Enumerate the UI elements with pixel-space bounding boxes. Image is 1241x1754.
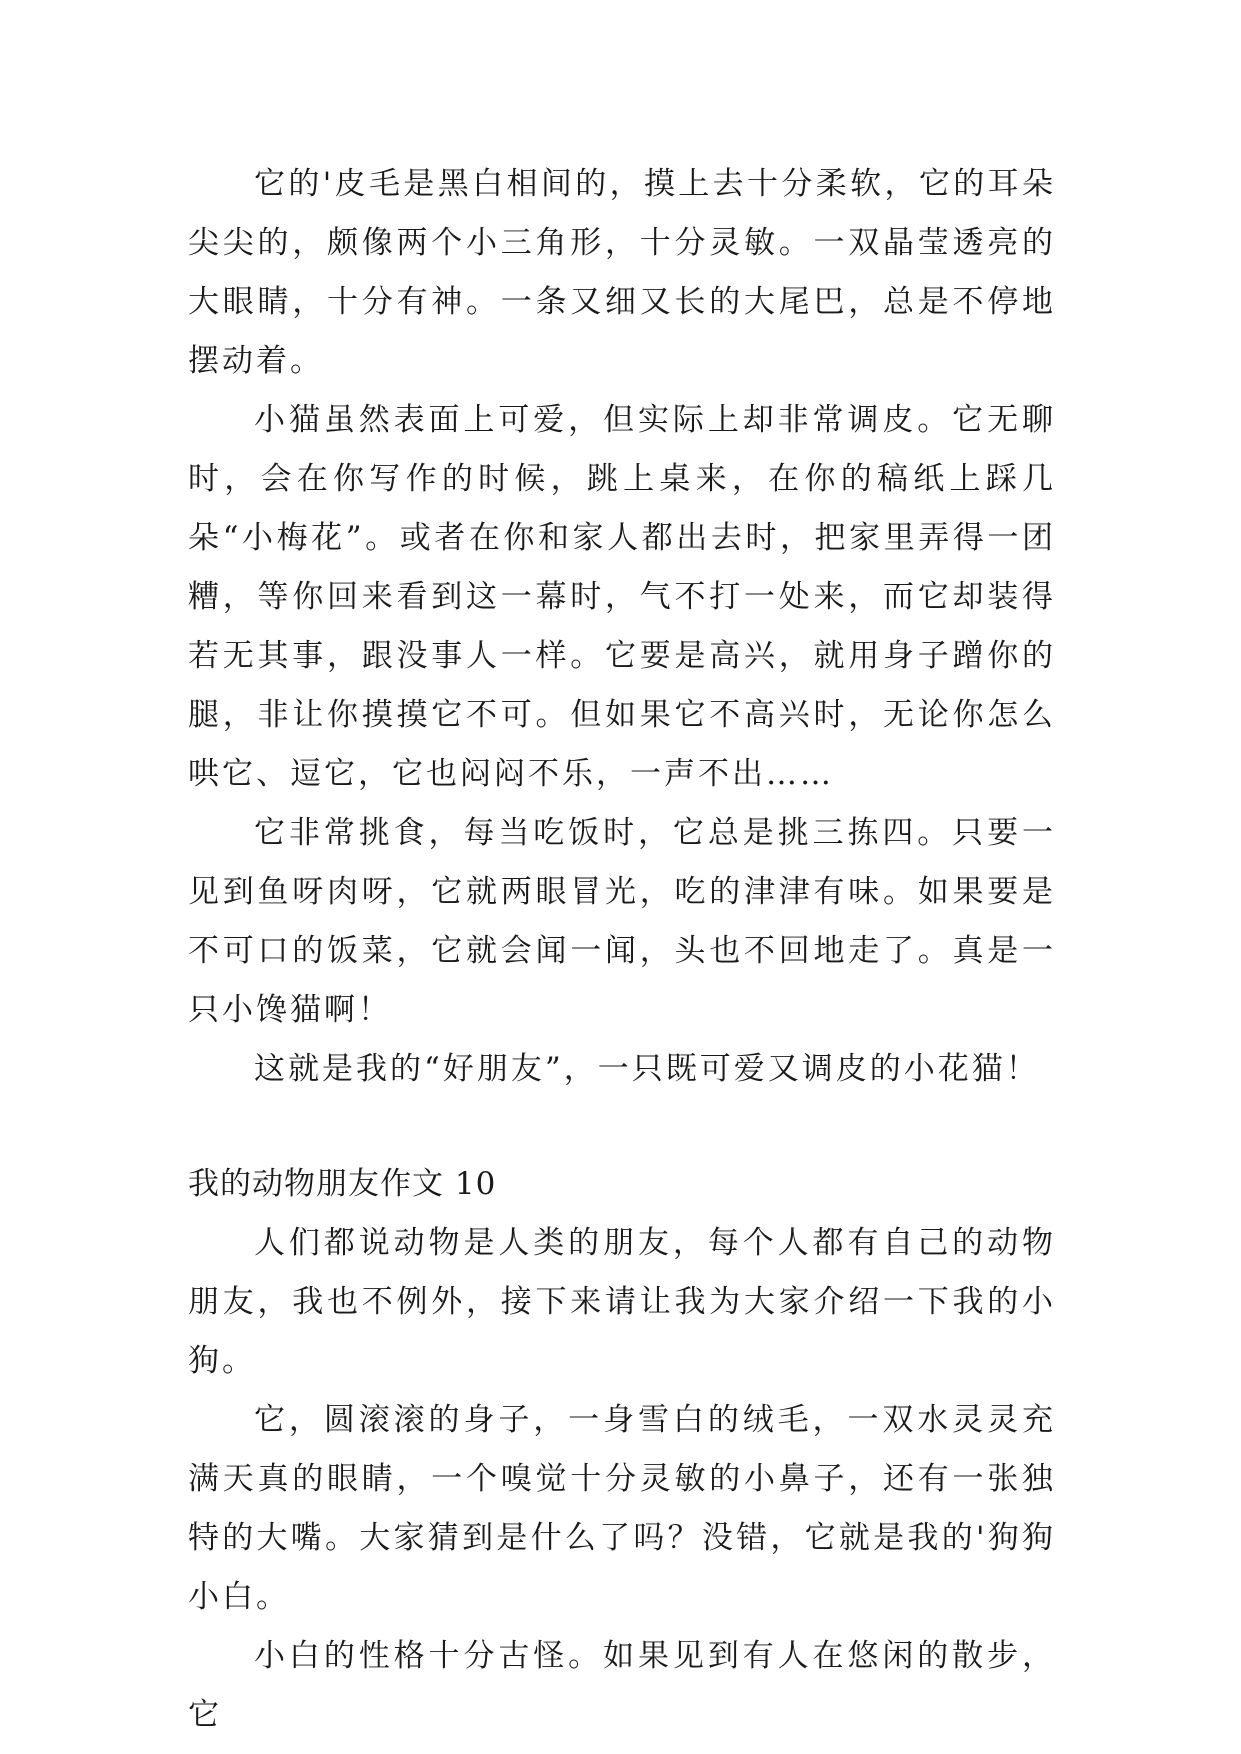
paragraph-cat-appearance: 它的'皮毛是黑白相间的，摸上去十分柔软，它的耳朵尖尖的，颇像两个小三角形，十分灵敏。一双晶莹透亮的大眼睛，十分有神。一条又细又长的大尾巴，总是不停地摆动着。 [188,166,1056,379]
section-title: 我的动物朋友作文 10 [188,1166,497,1202]
paragraph-cat-picky: 它非常挑食，每当吃饭时，它总是挑三拣四。只要一见到鱼呀肉呀，它就两眼冒光，吃的津津有味。如果要是不可口的饭菜，它就会闻一闻，头也不回地走了。真是一只小馋猫啊！ [188,815,1056,1028]
paragraph-cat-summary: 这就是我的“好朋友”，一只既可爱又调皮的小花猫！ [254,1051,1040,1087]
paragraph-cat-naughty: 小猫虽然表面上可爱，但实际上却非常调皮。它无聊时，会在你写作的时候，跳上桌来，在你的稿纸上踩几朵“小梅花”。或者在你和家人都出去时，把家里弄得一团糟，等你回来看到这一幕时，气不打一处来，而它却装得若无其事，跟没事人一样。它要是高兴，就用身子蹭你的腿，非让你摸摸它不可。但如果它不高兴时，无论你怎么哄它、逗它，它也闷闷不乐，一声不出…… [188,402,1056,792]
paragraph-dog-intro: 人们都说动物是人类的朋友，每个人都有自己的动物朋友，我也不例外，接下来请让我为大家介绍一下我的小狗。 [188,1225,1056,1379]
paragraph-dog-personality: 小白的性格十分古怪。如果见到有人在悠闲的散步，它 [188,1638,1056,1733]
paragraph-dog-appearance: 它，圆滚滚的身子，一身雪白的绒毛，一双水灵灵充满天真的眼睛，一个嗅觉十分灵敏的小鼻子，还有一张独特的大嘴。大家猜到是什么了吗？没错，它就是我的'狗狗小白。 [188,1402,1056,1615]
document-body [188,155,1056,1745]
